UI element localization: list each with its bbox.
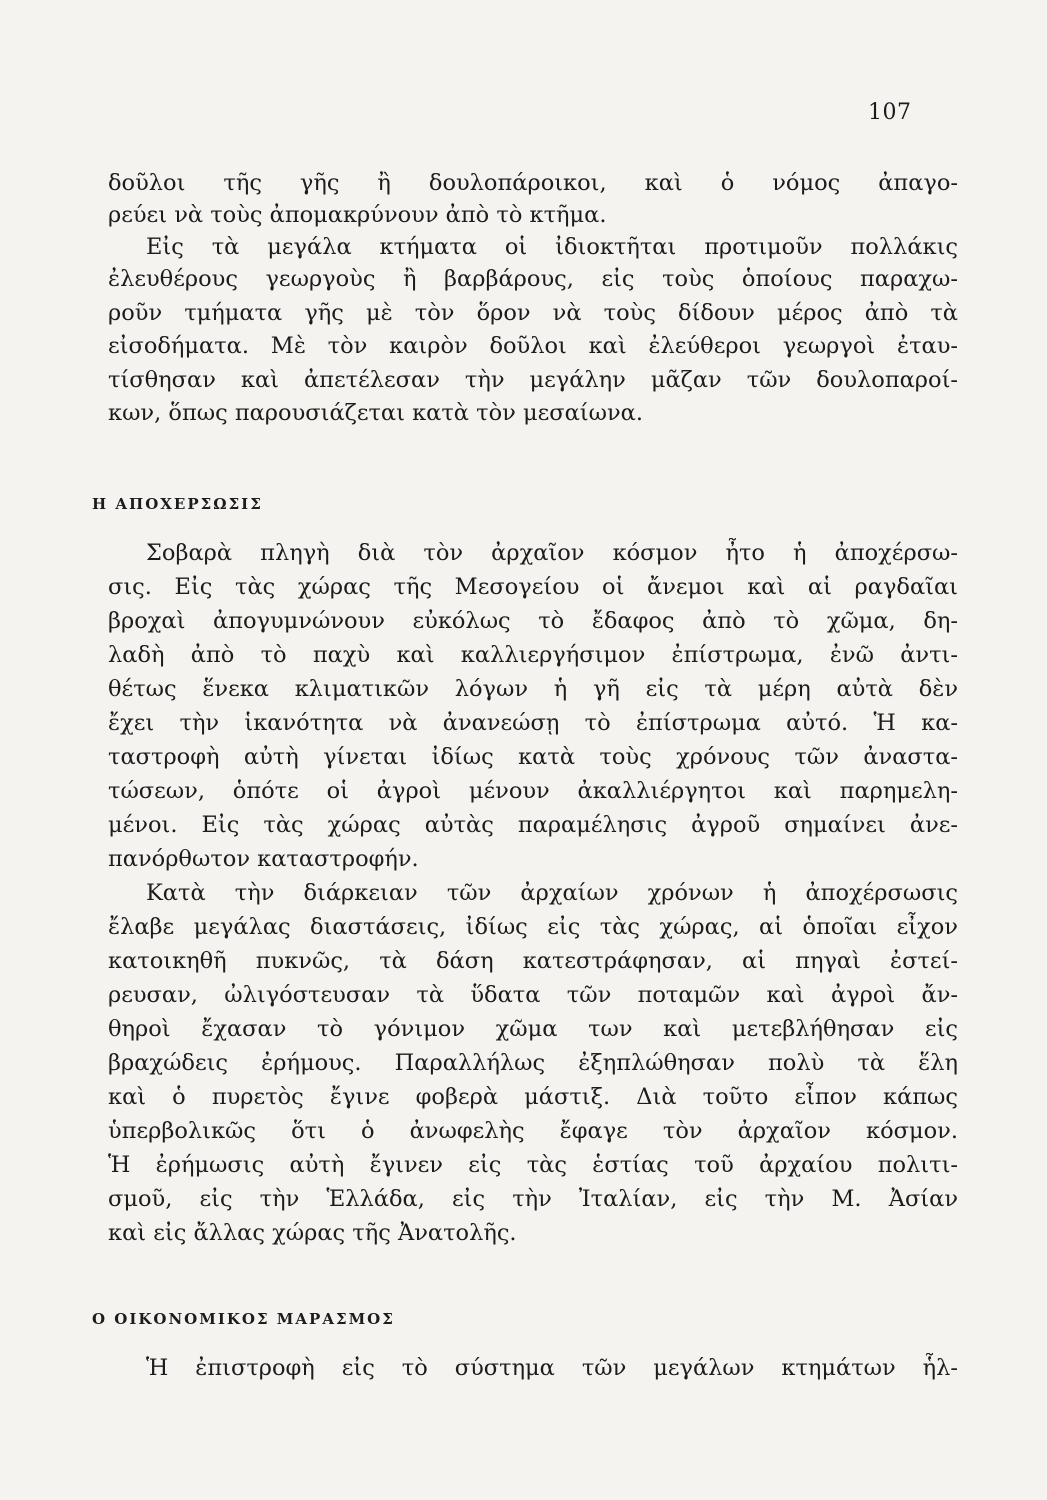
text-line: σις. Εἰς τὰς χώρας τῆς Μεσογείου οἱ ἄνεμοι καὶ αἱ ραγδαῖαι xyxy=(108,574,958,600)
text-line: δοῦλοι τῆς γῆς ἢ δουλοπάροικοι, καὶ ὁ νόμος ἀπαγο- xyxy=(108,170,958,196)
text-line: ἔχει τὴν ἱκανότητα νὰ ἀνανεώσῃ τὸ ἐπίστρωμα αὐτό. Ἡ κα- xyxy=(108,710,958,736)
text-line: ροῦν τμήματα γῆς μὲ τὸν ὅρον νὰ τοὺς δίδουν μέρος ἀπὸ τὰ xyxy=(108,300,958,326)
text-line: Κατὰ τὴν διάρκειαν τῶν ἀρχαίων χρόνων ἡ ἀποχέρσωσις xyxy=(146,880,958,906)
text-line: Εἰς τὰ μεγάλα κτήματα οἱ ἰδιοκτῆται προτιμοῦν πολλάκις xyxy=(146,234,958,260)
text-line: μένοι. Εἰς τὰς χώρας αὐτὰς παραμέλησις ἀγροῦ σημαίνει ἀνε- xyxy=(108,812,958,838)
text-line: κων, ὅπως παρουσιάζεται κατὰ τὸν μεσαίωνα. xyxy=(108,400,644,426)
text-line: σμοῦ, εἰς τὴν Ἑλλάδα, εἰς τὴν Ἰταλίαν, εἰς τὴν Μ. Ἀσίαν xyxy=(108,1186,958,1212)
text-line: καὶ ὁ πυρετὸς ἔγινε φοβερὰ μάστιξ. Διὰ τοῦτο εἶπον κάπως xyxy=(108,1084,958,1110)
text-line: ἐλευθέρους γεωργοὺς ἢ βαρβάρους, εἰς τοὺς ὁποίους παραχω- xyxy=(108,266,958,292)
text-line: ταστροφὴ αὐτὴ γίνεται ἰδίως κατὰ τοὺς χρόνους τῶν ἀναστα- xyxy=(108,744,958,770)
text-line: κατοικηθῆ πυκνῶς, τὰ δάση κατεστράφησαν, αἱ πηγαὶ ἐστεί- xyxy=(108,948,958,974)
text-line: βραχώδεις ἐρήμους. Παραλλήλως ἐξηπλώθησαν πολὺ τὰ ἕλη xyxy=(108,1050,958,1076)
text-line: τίσθησαν καὶ ἀπετέλεσαν τὴν μεγάλην μᾶζαν τῶν δουλοπαροί- xyxy=(108,367,958,393)
text-line: ἔλαβε μεγάλας διαστάσεις, ἰδίως εἰς τὰς χώρας, αἱ ὁποῖαι εἶχον xyxy=(108,914,958,940)
text-line: βροχαὶ ἀπογυμνώνουν εὐκόλως τὸ ἔδαφος ἀπὸ τὸ χῶμα, δη- xyxy=(108,608,958,634)
text-line: θηροὶ ἔχασαν τὸ γόνιμον χῶμα των καὶ μετεβλήθησαν εἰς xyxy=(108,1016,958,1042)
text-line: Σοβαρὰ πληγὴ διὰ τὸν ἀρχαῖον κόσμον ἦτο ἡ ἀποχέρσω- xyxy=(146,540,958,566)
text-line: λαδὴ ἀπὸ τὸ παχὺ καὶ καλλιεργήσιμον ἐπίστρωμα, ἐνῶ ἀντι- xyxy=(108,642,958,668)
text-line: Ἡ ἐπιστροφὴ εἰς τὸ σύστημα τῶν μεγάλων κτημάτων ἧλ- xyxy=(146,1355,958,1381)
section-heading: Ο ΟΙΚΟΝΟΜΙΚΟΣ ΜΑΡΑΣΜΟΣ xyxy=(92,1310,395,1328)
section-heading: Η ΑΠΟΧΕΡΣΩΣΙΣ xyxy=(92,495,263,513)
text-line: ὑπερβολικῶς ὅτι ὁ ἀνωφελὴς ἔφαγε τὸν ἀρχαῖον κόσμον. xyxy=(108,1118,958,1144)
text-line: ρεύει νὰ τοὺς ἀπομακρύνουν ἀπὸ τὸ κτῆμα. xyxy=(108,202,607,228)
text-line: ρευσαν, ὠλιγόστευσαν τὰ ὕδατα τῶν ποταμῶν καὶ ἀγροὶ ἄν- xyxy=(108,982,958,1008)
text-line: πανόρθωτον καταστροφήν. xyxy=(108,846,419,872)
text-line: εἰσοδήματα. Μὲ τὸν καιρὸν δοῦλοι καὶ ἐλεύθεροι γεωργοὶ ἐταυ- xyxy=(108,333,958,359)
text-line: τώσεων, ὁπότε οἱ ἀγροὶ μένουν ἀκαλλιέργητοι καὶ παρημελη- xyxy=(108,778,958,804)
text-line: θέτως ἕνεκα κλιματικῶν λόγων ἡ γῆ εἰς τὰ μέρη αὐτὰ δὲν xyxy=(108,676,958,702)
text-line: Ἡ ἐρήμωσις αὐτὴ ἔγινεν εἰς τὰς ἑστίας τοῦ ἀρχαίου πολιτι- xyxy=(108,1152,958,1178)
page-number: 107 xyxy=(868,100,912,125)
text-line: καὶ εἰς ἄλλας χώρας τῆς Ἀνατολῆς. xyxy=(108,1220,517,1246)
